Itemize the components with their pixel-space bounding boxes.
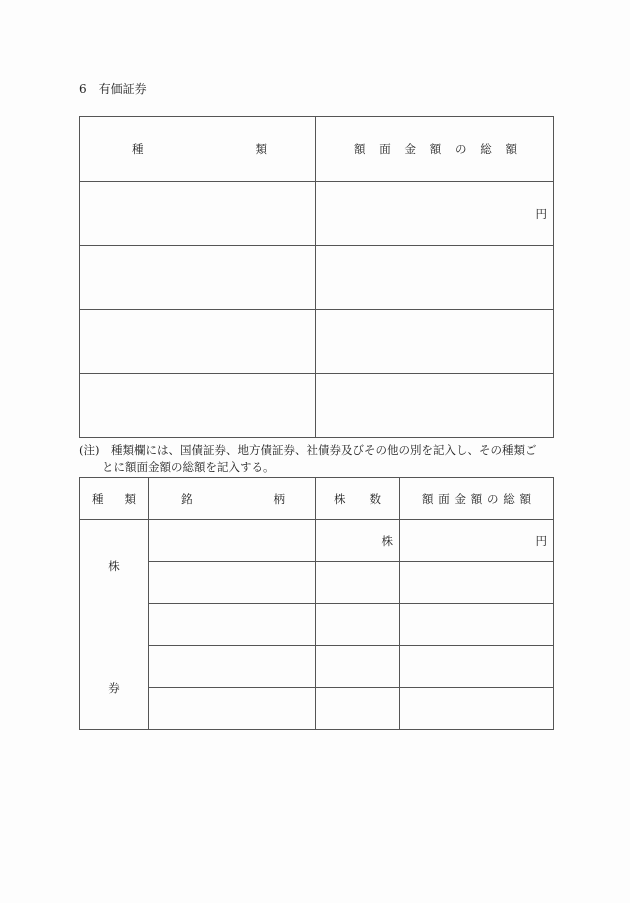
shares-unit: 株 bbox=[381, 533, 393, 548]
header-char: 金 bbox=[454, 491, 466, 506]
header-char: 面 bbox=[438, 491, 450, 506]
header-char: 種 bbox=[92, 491, 104, 506]
note-line-2: とに額面金額の総額を記入する。 bbox=[102, 460, 275, 474]
header-share-count bbox=[316, 478, 400, 520]
header-char: の bbox=[487, 491, 499, 506]
header-kind bbox=[80, 478, 149, 520]
header-char: 柄 bbox=[273, 491, 285, 506]
header-char: 額 bbox=[505, 142, 517, 156]
issue-cell[interactable] bbox=[149, 604, 316, 646]
stock-certificates-table bbox=[79, 477, 554, 730]
shares-cell[interactable] bbox=[316, 688, 400, 730]
issue-cell[interactable] bbox=[149, 520, 316, 562]
section-number: 6 bbox=[79, 82, 87, 96]
shares-cell[interactable] bbox=[316, 646, 400, 688]
header-char: 総 bbox=[503, 491, 515, 506]
header-char: 額 bbox=[422, 491, 434, 506]
header-char: 金 bbox=[404, 142, 416, 156]
kind-label-char: 株 bbox=[108, 559, 120, 573]
table-header-row bbox=[80, 117, 554, 182]
header-kind bbox=[80, 117, 316, 182]
amount-cell[interactable] bbox=[400, 520, 554, 562]
table-row bbox=[80, 604, 554, 646]
issue-cell[interactable] bbox=[149, 562, 316, 604]
shares-cell[interactable] bbox=[316, 562, 400, 604]
table-row bbox=[80, 246, 554, 310]
yen-unit: 円 bbox=[535, 533, 547, 548]
header-char: 種 bbox=[132, 142, 144, 156]
issue-cell[interactable] bbox=[149, 646, 316, 688]
kind-cell[interactable] bbox=[80, 310, 316, 374]
kind-cell[interactable] bbox=[80, 246, 316, 310]
header-issue-name bbox=[149, 478, 316, 520]
header-face-value-total bbox=[400, 478, 554, 520]
table-row bbox=[80, 182, 554, 246]
header-char: 類 bbox=[255, 142, 267, 156]
table-row bbox=[80, 646, 554, 688]
table-row bbox=[80, 520, 554, 562]
amount-cell[interactable] bbox=[400, 562, 554, 604]
securities-summary-table bbox=[79, 116, 554, 438]
header-char: 株 bbox=[334, 491, 346, 506]
note bbox=[79, 442, 555, 476]
header-char: 額 bbox=[470, 491, 483, 506]
header-char: 額 bbox=[429, 142, 442, 156]
header-char: 面 bbox=[379, 142, 391, 156]
issue-cell[interactable] bbox=[149, 688, 316, 730]
table-row bbox=[80, 374, 554, 438]
header-char: 額 bbox=[519, 491, 531, 506]
kind-stock-certificate-cell bbox=[80, 520, 149, 730]
kind-label-char: 券 bbox=[108, 681, 120, 695]
table-row bbox=[80, 562, 554, 604]
amount-cell[interactable] bbox=[316, 374, 554, 438]
header-char: 総 bbox=[480, 142, 492, 156]
header-char: 数 bbox=[369, 491, 381, 506]
header-face-value-total bbox=[316, 117, 554, 182]
shares-cell[interactable] bbox=[316, 520, 400, 562]
shares-cell[interactable] bbox=[316, 604, 400, 646]
section-title bbox=[79, 80, 147, 97]
table-row bbox=[80, 310, 554, 374]
yen-unit: 円 bbox=[535, 206, 547, 221]
amount-cell[interactable] bbox=[400, 604, 554, 646]
note-line-1: (注) 種類欄には、国債証券、地方債証券、社債券及びその他の別を記入し、その種類ご bbox=[79, 443, 537, 457]
kind-cell[interactable] bbox=[80, 374, 316, 438]
table-row bbox=[80, 688, 554, 730]
header-char: 銘 bbox=[181, 491, 193, 506]
amount-cell[interactable] bbox=[316, 246, 554, 310]
table-header-row bbox=[80, 478, 554, 520]
header-char: 額 bbox=[354, 142, 366, 156]
amount-cell[interactable] bbox=[400, 688, 554, 730]
section-title-text: 有価証券 bbox=[98, 82, 147, 96]
header-char: 類 bbox=[124, 491, 136, 506]
amount-cell[interactable] bbox=[316, 310, 554, 374]
amount-cell[interactable] bbox=[316, 182, 554, 246]
kind-cell[interactable] bbox=[80, 182, 316, 246]
header-char: の bbox=[455, 142, 467, 156]
amount-cell[interactable] bbox=[400, 646, 554, 688]
